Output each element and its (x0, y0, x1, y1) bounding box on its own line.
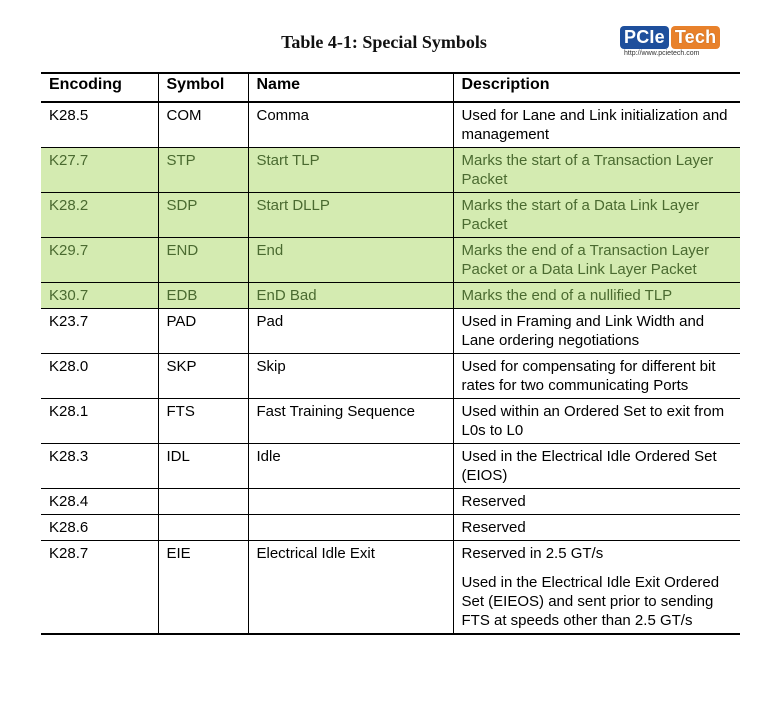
special-symbols-table (41, 72, 740, 635)
description-text: Reserved (461, 519, 526, 536)
cell-description (453, 193, 740, 238)
cell-symbol: COM (158, 102, 248, 148)
description-text: Reserved (461, 493, 526, 510)
pcietech-logo (612, 26, 718, 64)
table-row (41, 489, 740, 515)
table-body (41, 102, 740, 634)
cell-description (453, 515, 740, 541)
description-text: Reserved in 2.5 GT/s (461, 545, 604, 562)
logo-text-tech: Tech (671, 26, 720, 49)
table-row (41, 399, 740, 444)
table-row (41, 354, 740, 399)
cell-symbol: PAD (158, 309, 248, 354)
table-row (41, 515, 740, 541)
description-text: Used for compensating for different bit rates for two communicating Ports (461, 358, 716, 394)
description-text: Used in the Electrical Idle Exit Ordered Set (EIEOS) and sent prior to sending FTS at speeds other than 2.5 GT/s (461, 574, 720, 629)
description-text: Marks the end of a nullified TLP (461, 287, 673, 304)
cell-name: Start TLP (248, 148, 453, 193)
cell-description (453, 354, 740, 399)
cell-name (248, 515, 453, 541)
cell-description (453, 148, 740, 193)
table-header-row (41, 73, 740, 102)
cell-name: End (248, 238, 453, 283)
cell-symbol: EIE (158, 541, 248, 635)
cell-name: Idle (248, 444, 453, 489)
table-row (41, 102, 740, 148)
cell-encoding: K28.1 (41, 399, 158, 444)
description-text: Used within an Ordered Set to exit from L0s to L0 (461, 403, 725, 439)
cell-name: Fast Training Sequence (248, 399, 453, 444)
cell-symbol: SKP (158, 354, 248, 399)
cell-encoding: K28.5 (41, 102, 158, 148)
cell-description (453, 444, 740, 489)
cell-encoding: K28.3 (41, 444, 158, 489)
cell-description (453, 399, 740, 444)
cell-encoding: K28.6 (41, 515, 158, 541)
cell-description (453, 102, 740, 148)
cell-encoding: K28.7 (41, 541, 158, 635)
cell-name (248, 489, 453, 515)
cell-encoding: K29.7 (41, 238, 158, 283)
cell-description (453, 541, 740, 635)
cell-description (453, 238, 740, 283)
logo-wordmark (620, 26, 720, 48)
cell-name: Skip (248, 354, 453, 399)
cell-name: Electrical Idle Exit (248, 541, 453, 635)
cell-encoding: K27.7 (41, 148, 158, 193)
cell-description (453, 283, 740, 309)
cell-name: Start DLLP (248, 193, 453, 238)
cell-description (453, 489, 740, 515)
header-encoding: Encoding (41, 73, 158, 102)
cell-encoding: K30.7 (41, 283, 158, 309)
header-name: Name (248, 73, 453, 102)
description-text: Marks the end of a Transaction Layer Packet or a Data Link Layer Packet (461, 242, 710, 278)
cell-name: Comma (248, 102, 453, 148)
table-row (41, 148, 740, 193)
table-title: Table 4-1: Special Symbols (281, 32, 487, 52)
table-row (41, 193, 740, 238)
cell-description (453, 309, 740, 354)
cell-symbol: IDL (158, 444, 248, 489)
logo-text-pcie: PCIe (620, 26, 669, 49)
cell-encoding: K23.7 (41, 309, 158, 354)
cell-symbol (158, 515, 248, 541)
description-text: Used in Framing and Link Width and Lane ordering negotiations (461, 313, 705, 349)
cell-name: EnD Bad (248, 283, 453, 309)
description-text: Used in the Electrical Idle Ordered Set (EIOS) (461, 448, 717, 484)
table-row (41, 238, 740, 283)
description-text: Marks the start of a Transaction Layer Packet (461, 152, 714, 188)
table-row (41, 309, 740, 354)
cell-encoding: K28.0 (41, 354, 158, 399)
cell-symbol: EDB (158, 283, 248, 309)
cell-symbol (158, 489, 248, 515)
cell-symbol: STP (158, 148, 248, 193)
cell-encoding: K28.2 (41, 193, 158, 238)
header-description: Description (453, 73, 740, 102)
cell-name: Pad (248, 309, 453, 354)
table-row (41, 444, 740, 489)
logo-url: http://www.pcietech.com (624, 50, 700, 57)
header-symbol: Symbol (158, 73, 248, 102)
description-text: Marks the start of a Data Link Layer Packet (461, 197, 700, 233)
cell-symbol: END (158, 238, 248, 283)
cell-symbol: FTS (158, 399, 248, 444)
table-row (41, 541, 740, 635)
table-row (41, 283, 740, 309)
cell-encoding: K28.4 (41, 489, 158, 515)
cell-symbol: SDP (158, 193, 248, 238)
description-text: Used for Lane and Link initialization and management (461, 107, 728, 143)
